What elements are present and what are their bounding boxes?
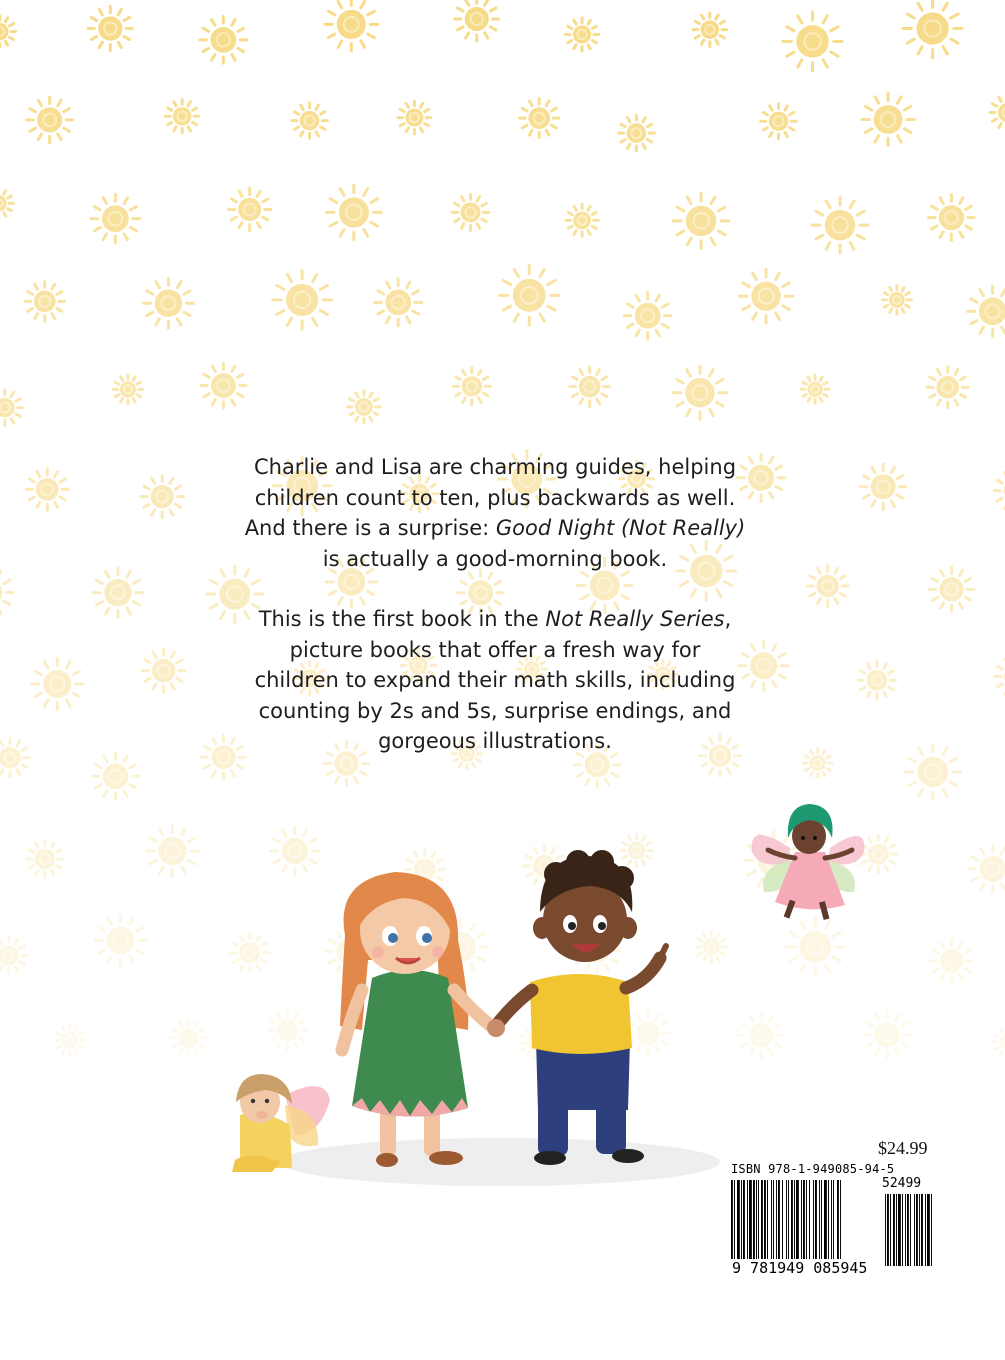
sun-icon bbox=[903, 0, 962, 58]
sun-icon bbox=[929, 567, 973, 611]
sun-icon bbox=[803, 749, 832, 778]
sun-icon bbox=[348, 391, 381, 424]
sun-icon bbox=[27, 97, 73, 143]
sun-icon bbox=[452, 194, 488, 230]
blurb-line: is actually a good-morning book. bbox=[322, 546, 668, 571]
blurb-paragraph-2 bbox=[200, 604, 790, 757]
price-label: $24.99 bbox=[878, 1138, 928, 1158]
sun-icon bbox=[566, 204, 598, 236]
sun-icon bbox=[93, 568, 143, 618]
sun-icon bbox=[229, 188, 271, 230]
sun-icon bbox=[807, 566, 848, 607]
sun-icon bbox=[143, 278, 193, 328]
sun-icon bbox=[995, 656, 1005, 697]
sun-icon bbox=[861, 464, 906, 509]
sun-icon bbox=[0, 738, 29, 777]
blurb-line: And there is a surprise: Good Night (Not Really) bbox=[244, 516, 746, 540]
sun-icon bbox=[113, 375, 142, 404]
sun-icon bbox=[165, 100, 198, 133]
sun-icon bbox=[967, 286, 1005, 336]
sun-icon bbox=[325, 0, 378, 51]
blurb-line: Charlie and Lisa are charming guides, helping bbox=[253, 455, 737, 479]
sun-icon bbox=[783, 12, 842, 71]
ean-digits: 9 781949 085945 bbox=[732, 1259, 868, 1277]
sun-icon bbox=[858, 661, 896, 699]
blurb-line: gorgeous illustrations. bbox=[378, 729, 612, 753]
sun-icon bbox=[673, 193, 728, 248]
sun-icon bbox=[882, 285, 911, 314]
sun-icon bbox=[0, 189, 13, 219]
series-title: Not Really Series bbox=[545, 607, 725, 631]
sun-icon bbox=[273, 271, 332, 330]
sun-icon bbox=[453, 368, 490, 405]
sun-icon bbox=[141, 475, 183, 517]
flying-fairy-illustration bbox=[752, 804, 865, 920]
blurb-line: This is the first book in the Not Really Series, bbox=[258, 607, 732, 631]
sun-icon bbox=[624, 292, 671, 339]
sun-icon bbox=[812, 197, 868, 253]
barcode-bars bbox=[731, 1180, 937, 1266]
sun-icon bbox=[570, 367, 609, 406]
sun-icon bbox=[0, 568, 13, 617]
sun-icon bbox=[520, 99, 559, 138]
held-hands bbox=[487, 1019, 505, 1037]
isbn-text: ISBN 978-1-949085-94-5 bbox=[731, 1162, 895, 1176]
sun-icon bbox=[375, 279, 422, 326]
sun-icon bbox=[929, 195, 975, 241]
sun-icon bbox=[499, 265, 559, 325]
sun-icon bbox=[27, 469, 68, 510]
sun-icon bbox=[25, 282, 64, 321]
sun-icon bbox=[455, 0, 499, 41]
sun-icon bbox=[927, 367, 968, 408]
sun-icon bbox=[88, 6, 132, 50]
sun-icon bbox=[0, 16, 16, 48]
sun-icon bbox=[761, 103, 797, 139]
sun-icon bbox=[619, 115, 655, 151]
sun-icon bbox=[398, 101, 431, 134]
sun-icon bbox=[326, 185, 381, 240]
blurb-paragraph-1 bbox=[200, 452, 790, 574]
blurb-line: counting by 2s and 5s, surprise endings, and bbox=[258, 698, 732, 723]
sun-icon bbox=[566, 18, 599, 51]
sun-icon bbox=[801, 375, 829, 403]
characters-illustration bbox=[0, 780, 1005, 1200]
sun-icon bbox=[994, 470, 1005, 511]
sun-icon bbox=[693, 13, 727, 47]
ground-shadow bbox=[280, 1138, 720, 1186]
blurb-line: children count to ten, plus backwards as well. bbox=[254, 485, 736, 510]
blurb-line: picture books that offer a fresh way for bbox=[289, 637, 701, 662]
sun-icon bbox=[862, 93, 914, 145]
sun-icon bbox=[739, 270, 792, 323]
sun-icon bbox=[673, 366, 726, 419]
sun-icon bbox=[142, 649, 185, 692]
blurb-line: children to expand their math skills, including bbox=[254, 668, 736, 692]
sun-icon bbox=[200, 16, 247, 63]
sun-icon bbox=[990, 95, 1005, 130]
sun-icon bbox=[32, 658, 83, 709]
price-addon-digits: 52499 bbox=[882, 1176, 922, 1191]
lisa-illustration bbox=[340, 872, 494, 1167]
charlie-illustration bbox=[496, 850, 666, 1165]
book-title: Good Night (Not Really) bbox=[495, 516, 746, 540]
sun-icon bbox=[292, 103, 327, 138]
sun-icon bbox=[201, 363, 246, 408]
sun-icon bbox=[0, 390, 22, 425]
sun-icon bbox=[91, 194, 140, 243]
